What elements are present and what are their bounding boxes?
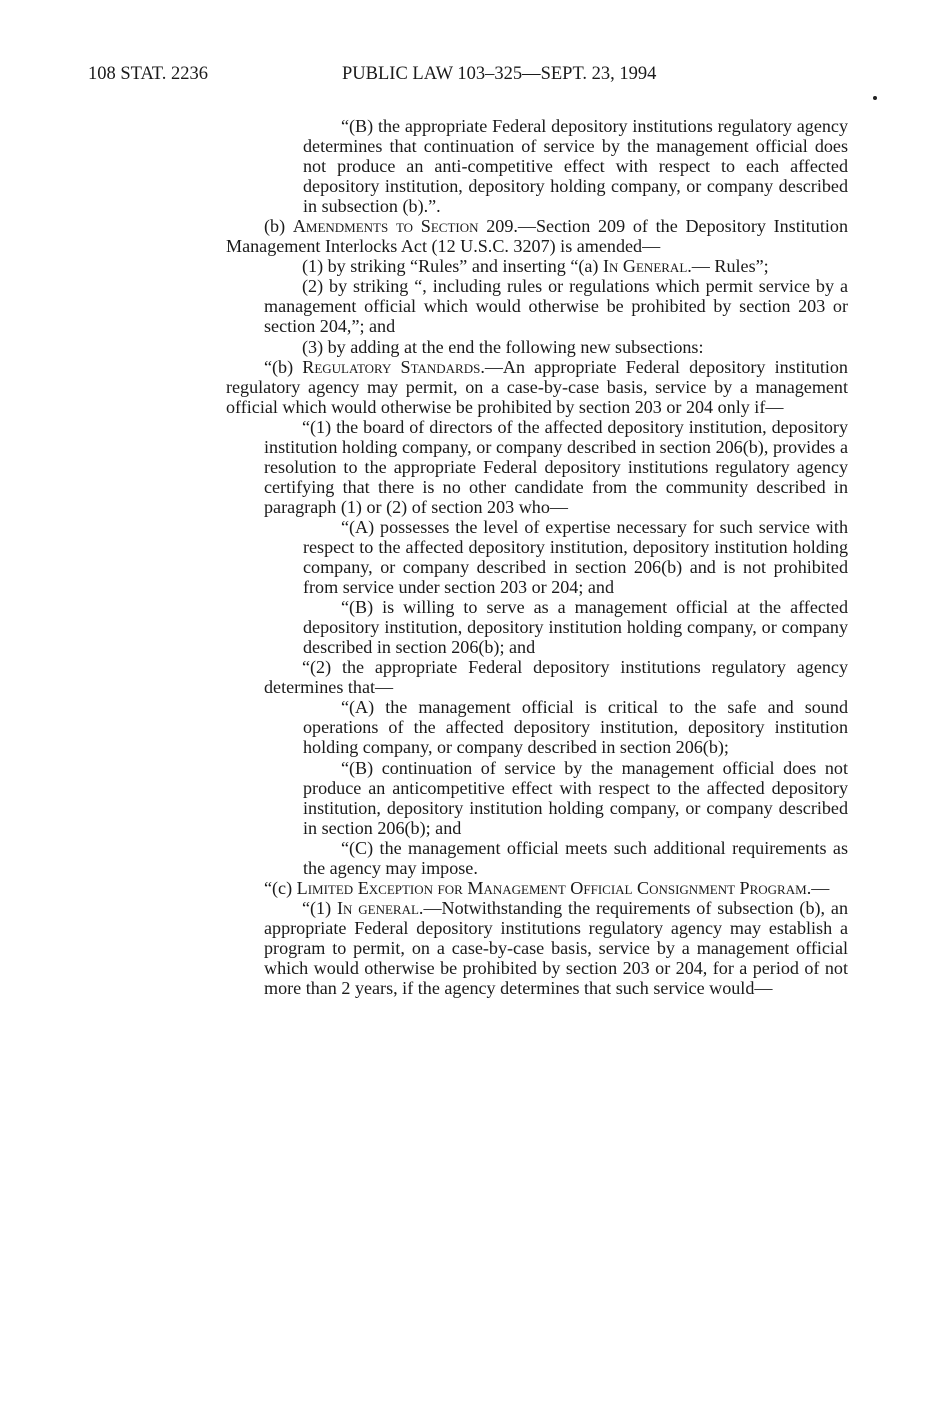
paragraph-b-1: “(1) the board of directors of the affected depository institution, depository institution holding company, or company described in section 206(b), provides a resolution to the appropriate Federal depository institutions regulatory agency certifying that there is no other candidate from the community described in paragraph (1) or (2) of section 203 who— [264,416,848,517]
subparagraph-b-1-b: “(B) is willing to serve as a management official at the affected depository institution, depository institution holding company, or company described in section 206(b); and [303,597,848,658]
statute-page-number: 108 STAT. 2236 [88,64,208,84]
section-heading: Amendments to Section 209 [292,216,514,237]
paragraph-c-1: “(1) In general.—Notwithstanding the requirements of subsection (b), an appropriate Federal depository institutions regulatory agency may establish a program to permit, on a case-by-case basis, service by a management official which would otherwise be prohibited by section 203 or 204, for a period of not more than 2 years, if the agency determines that such service would— [264,897,848,999]
paragraph-heading: In general [336,897,419,918]
paragraph-b-continuation: “(B) the appropriate Federal depository institutions regulatory agency determines that continuation of service by the management official does not produce an anti-competitive effect with respect to each affected depository institution, depository holding company, or company described in subsection (b).”. [303,116,848,217]
inline-heading: In General [602,256,688,277]
subsection-heading: Regulatory Standards [302,356,481,377]
paragraph-amendments-209: (b) Amendments to Section 209.—Section 209 of the Depository Institution Management Interlocks Act (12 U.S.C. 3207) is amended— [226,216,849,257]
subparagraph-b-2-c: “(C) the management official meets such additional requirements as the agency may impose. [303,837,848,878]
subparagraph-b-1-a: “(A) possesses the level of expertise necessary for such service with respect to the affected depository institution, depository institution holding company, or company described in section 206(b) and is not prohibited from service under section 203 or 204; and [303,516,848,598]
amendment-item-1: (1) by striking “Rules” and inserting “(a) In General.— Rules”; [302,256,769,277]
subsection-c-heading: “(c) Limited Exception for Management Official Consignment Program.— [264,877,830,898]
subparagraph-b-2-a: “(A) the management official is critical to the safe and sound operations of the affected depository institution, depository institution holding company, or company described in section 206(b); [303,697,848,758]
margin-dot [873,96,877,100]
subsection-heading: Limited Exception for Management Official Consignment Program [296,877,807,898]
amendment-item-2: (2) by striking “, including rules or regulations which permit service by a management official which would otherwise be prohibited by section 203 or section 204,”; and [264,276,848,337]
running-header: PUBLIC LAW 103–325—SEPT. 23, 1994 [342,64,657,84]
paragraph-b-2: “(2) the appropriate Federal depository institutions regulatory agency determines that— [264,657,848,698]
subsection-b-regulatory-standards: “(b) Regulatory Standards.—An appropriate Federal depository institution regulatory agency may permit, on a case-by-case basis, service by a management official which would otherwise be prohibited by section 203 or 204 only if— [226,356,848,417]
body-text [226,116,848,998]
amendment-item-3: (3) by adding at the end the following new subsections: [302,336,704,357]
subparagraph-b-2-b: “(B) continuation of service by the management official does not produce an anticompetitive effect with respect to the affected depository institution, depository institution holding company, or company described in section 206(b); and [303,757,848,838]
